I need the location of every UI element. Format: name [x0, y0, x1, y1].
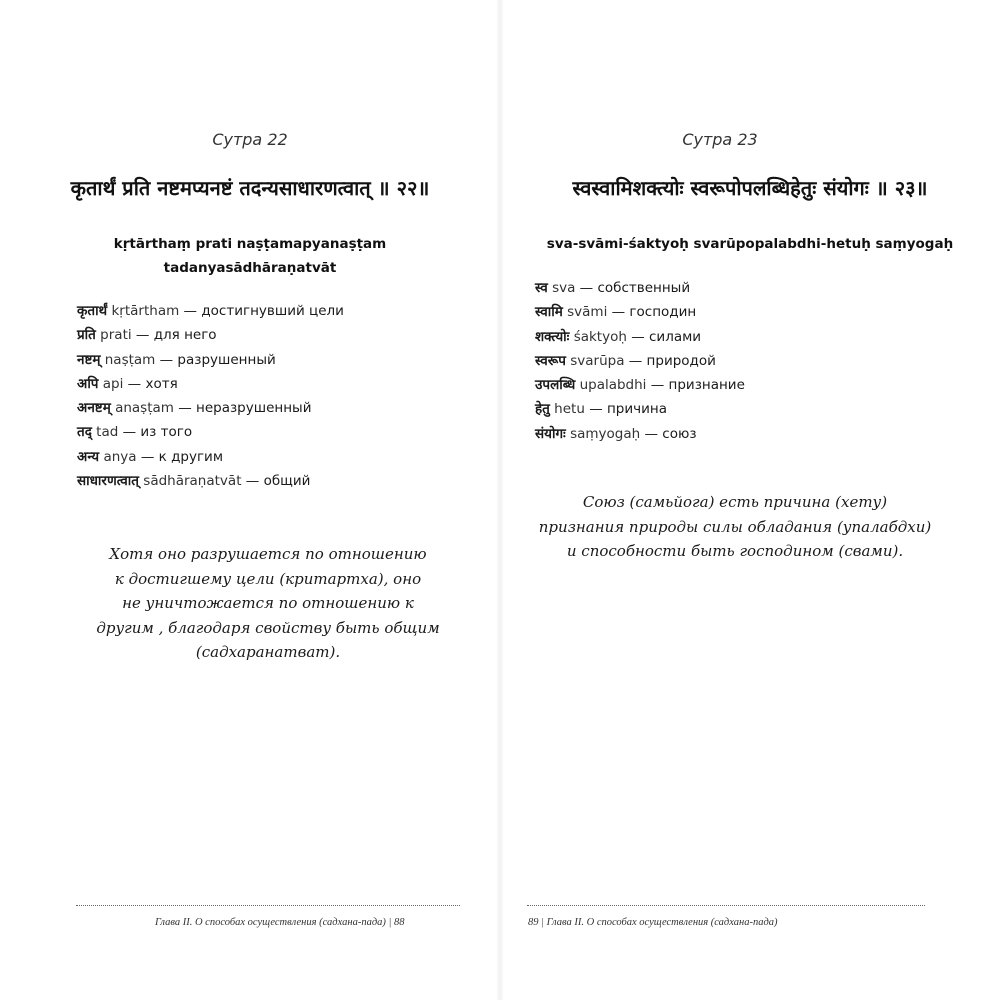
list-item: [535, 325, 745, 349]
translation-paragraph: [500, 490, 970, 564]
sanskrit-verse: स्वस्वामिशक्त्योः स्वरूपोपलब्धिहेतुः संयोगः ॥ २३॥: [572, 176, 928, 200]
list-item: [77, 445, 344, 469]
word-meaning: — общий: [245, 473, 311, 490]
devanagari-word: स्वामि: [535, 304, 563, 321]
transliteration-line: kṛtārthaṃ prati naṣṭamapyanaṣṭam: [113, 236, 387, 252]
latin-word: api: [102, 375, 124, 392]
translation-line: (садхаранатват).: [195, 643, 341, 661]
translation-line: Союз (самьйога) есть причина (хету): [582, 493, 888, 511]
devanagari-word: कृतार्थं: [77, 303, 108, 319]
latin-word: sva: [552, 280, 576, 296]
devanagari-word: साधारणत्वात्: [77, 473, 139, 490]
word-meaning: — причина: [589, 401, 667, 418]
devanagari-word: शक्त्योः: [535, 328, 570, 345]
latin-word: naṣṭam: [104, 351, 156, 368]
list-item: [77, 396, 344, 420]
translation-line: и способности быть господином (свами).: [566, 542, 904, 560]
transliteration: [500, 232, 1000, 256]
footer-rule: [527, 905, 925, 906]
latin-word: svāmi: [567, 304, 608, 321]
translation-line: признания природы силы обладания (упалабдхи): [538, 517, 932, 536]
word-meaning: — достигнувший цели: [183, 303, 344, 319]
word-meaning: — собственный: [579, 280, 691, 296]
translation-line: Хотя оно разрушается по отношению: [109, 545, 427, 563]
latin-word: hetu: [554, 401, 585, 418]
word-by-word-list: [77, 299, 344, 493]
list-item: [535, 276, 745, 300]
latin-word: tad: [96, 424, 119, 441]
devanagari-word: स्व: [535, 280, 548, 296]
latin-word: sādhāraṇatvāt: [143, 473, 242, 490]
list-item: [77, 348, 344, 372]
right-page: [500, 0, 1000, 1000]
list-item: [535, 373, 745, 397]
list-item: [77, 469, 344, 493]
page-footer: Глава II. О способах осуществления (садхана-пада) | 88: [155, 917, 405, 928]
word-meaning: — хотя: [127, 375, 178, 392]
devanagari-word: संयोगः: [535, 425, 566, 442]
word-meaning: — разрушенный: [159, 351, 276, 368]
devanagari-word: प्रति: [77, 327, 96, 344]
word-meaning: — для него: [135, 327, 217, 344]
sutra-title: Сутра 22: [212, 130, 288, 149]
latin-word: kṛtārtham: [111, 303, 180, 319]
devanagari-word: अपि: [77, 375, 99, 392]
word-meaning: — силами: [631, 328, 702, 345]
page-footer: 89 | Глава II. О способах осуществления (садхана-пада): [528, 917, 778, 928]
list-item: [77, 420, 344, 444]
translation-line: другим , благодаря свойству быть общим: [96, 618, 440, 637]
translation-paragraph: [36, 542, 500, 665]
translation-line: к достигшему цели (критартха), оно: [114, 569, 422, 588]
devanagari-word: नष्टम्: [77, 351, 101, 368]
word-by-word-list: [535, 276, 745, 446]
transliteration-line: tadanyasādhāraṇatvāt: [163, 260, 337, 276]
devanagari-word: स्वरूप: [535, 352, 566, 369]
word-meaning: — союз: [644, 425, 697, 442]
word-meaning: — признание: [650, 377, 745, 394]
latin-word: prati: [100, 327, 132, 344]
translation-line: не уничтожается по отношению к: [122, 594, 414, 612]
latin-word: upalabdhi: [579, 377, 647, 394]
word-meaning: — к другим: [140, 448, 224, 465]
list-item: [535, 422, 745, 446]
devanagari-word: अन्य: [77, 448, 100, 465]
transliteration: [0, 232, 500, 280]
word-meaning: — неразрушенный: [178, 400, 312, 417]
transliteration-line: sva-svāmi-śaktyoḥ svarūpopalabdhi-hetuḥ saṃyogaḥ: [546, 236, 954, 252]
devanagari-word: तद्: [77, 424, 92, 441]
list-item: [535, 300, 745, 324]
word-meaning: — из того: [122, 424, 193, 441]
devanagari-word: उपलब्धि: [535, 377, 576, 394]
sutra-title: Сутра 23: [682, 130, 758, 149]
latin-word: anaṣṭam: [115, 400, 174, 417]
sanskrit-verse: कृतार्थं प्रति नष्टमप्यनष्टं तदन्यसाधारणत्वात् ॥ २२॥: [70, 176, 430, 200]
latin-word: saṃyogaḥ: [570, 425, 641, 442]
list-item: [77, 323, 344, 347]
latin-word: svarūpa: [570, 352, 625, 369]
word-meaning: — природой: [628, 352, 716, 369]
devanagari-word: अनष्टम्: [77, 400, 111, 417]
footer-rule: [76, 905, 460, 906]
list-item: [77, 299, 344, 323]
devanagari-word: हेतु: [535, 401, 550, 418]
list-item: [535, 349, 745, 373]
list-item: [535, 397, 745, 421]
latin-word: anya: [103, 448, 137, 465]
word-meaning: — господин: [611, 304, 697, 321]
latin-word: śaktyoḥ: [573, 328, 627, 345]
list-item: [77, 372, 344, 396]
